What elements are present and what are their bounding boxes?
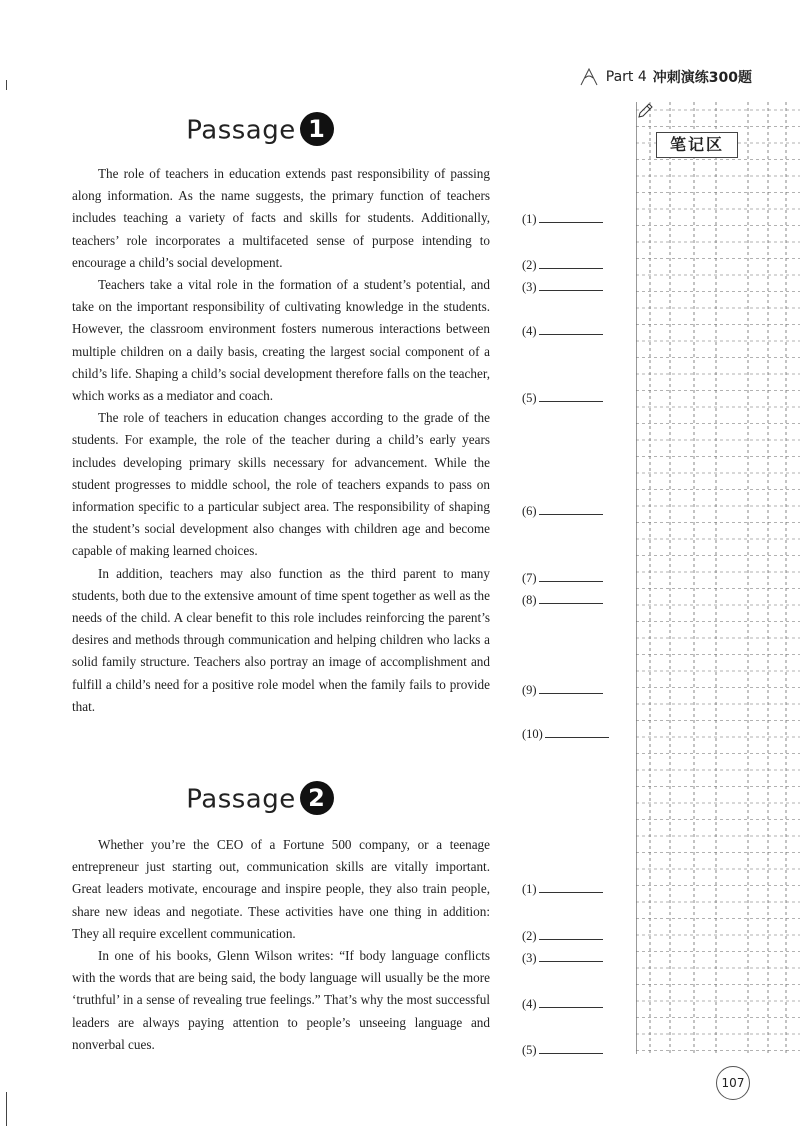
answer-blank[interactable]: (3) — [522, 949, 603, 966]
passage-2-text — [72, 834, 490, 1056]
section-title: 冲刺演练300题 — [652, 70, 752, 86]
notes-grid — [636, 102, 800, 1054]
answer-blank[interactable]: (7) — [522, 569, 603, 586]
paragraph: Teachers take a vital role in the formation of a student’s potential, and take on the important responsibility of cultivating knowledge in the students. However, the classroom environment fosters numerous interactions between multiple children on a daily basis, creating the largest social component of a child’s life. Shaping a child’s social development therefore falls on the teacher, which works as a mediator and coach. — [72, 277, 490, 404]
answer-blank[interactable]: (5) — [522, 389, 603, 406]
answer-blank[interactable]: (10) — [522, 725, 609, 742]
answer-blank[interactable]: (3) — [522, 278, 603, 295]
paragraph: In one of his books, Glenn Wilson writes: “If body language conflicts with the words that are being said, the body language will usually be the more ‘truthful’ in a sense of revealing true feelings.” That’s why the most successful leaders are always paying attention to people’s unseeing language and nonverbal cues. — [72, 948, 490, 1052]
leaf-decoration-icon — [578, 66, 600, 88]
answer-blank[interactable]: (9) — [522, 681, 603, 698]
paragraph: The role of teachers in education changes according to the grade of the students. For example, the role of the teacher during a child’s early years includes developing primary skills necessary for advancement. While the student progresses to middle school, the role of teachers expands to pass on information specific to a particular subject area. The responsibility of shaping the student’s social development also changes with children age and become capable of making learned choices. — [72, 410, 490, 559]
notes-area — [636, 102, 800, 1054]
margin-mark — [6, 80, 7, 90]
answer-blank[interactable]: (6) — [522, 502, 603, 519]
passage-1-text — [72, 163, 490, 718]
answer-blank[interactable]: (2) — [522, 256, 603, 273]
passage-1-title: Passage 1 — [0, 114, 520, 148]
passage-number-badge: 1 — [300, 112, 334, 146]
answer-blank[interactable]: (4) — [522, 322, 603, 339]
answer-blank[interactable]: (1) — [522, 210, 603, 227]
margin-mark — [6, 1092, 7, 1126]
notes-label: 笔记区 — [656, 132, 738, 158]
answer-blank[interactable]: (8) — [522, 591, 603, 608]
paragraph: Whether you’re the CEO of a Fortune 500 company, or a teenage entrepreneur just starting out, communication skills are vitally important. Great leaders motivate, encourage and inspire people, they also train people, share new ideas and negotiate. These activities have one thing in addition: They all require excellent communication. — [72, 837, 490, 941]
passage-2-title: Passage 2 — [0, 783, 520, 817]
part-label: Part 4 — [605, 69, 647, 85]
answer-blank[interactable]: (4) — [522, 995, 603, 1012]
answer-blank[interactable]: (2) — [522, 927, 603, 944]
page-number: 107 — [716, 1066, 750, 1100]
page-header — [578, 66, 752, 88]
passage-number-badge: 2 — [300, 781, 334, 815]
paragraph: In addition, teachers may also function as the third parent to many students, both due to the extensive amount of time spent together as well as the needs of the child. A clear benefit to this role includes reinforcing the parent’s desires and methods through communication and helping children who lacks a solid family structure. Teachers also portray an image of accomplishment and fulfill a child’s need for a positive role model when the family fails to provide that. — [72, 565, 490, 714]
pencil-icon — [636, 102, 654, 120]
answer-blank[interactable]: (5) — [522, 1041, 603, 1058]
answer-blank[interactable]: (1) — [522, 880, 603, 897]
paragraph: The role of teachers in education extends past responsibility of passing along information. As the name suggests, the primary function of teachers includes teaching a variety of facts and skills for students. Additionally, teachers’ role incorporates a multifaceted sense of purpose intending to encourage a child’s social development. — [72, 166, 490, 270]
